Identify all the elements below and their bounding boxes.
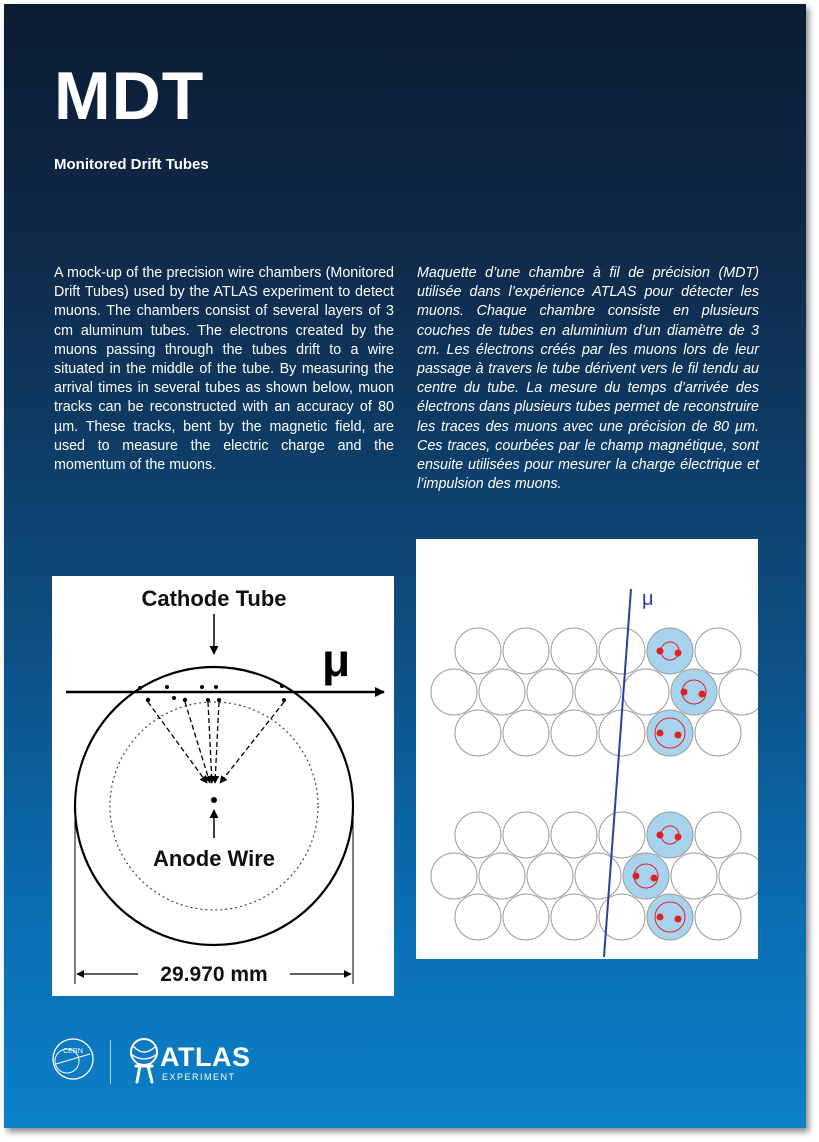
anode-label: Anode Wire [152,846,276,871]
mu-symbol: μ [322,634,351,686]
drift-tube [503,628,549,674]
drift-tube [623,669,669,715]
drift-tube [431,853,477,899]
page-subtitle: Monitored Drift Tubes [54,156,209,173]
drift-tube [431,669,477,715]
hit-dot [675,650,682,657]
drift-tube [551,894,597,940]
description-english [54,264,394,475]
poster [4,4,806,1128]
anode-wire-dot [211,797,217,803]
hit-dot [651,875,658,882]
description-english-text: A mock-up of the precision wire chambers (Monitored Drift Tubes) used by the ATLAS experiment to detect muons. The chambers consist of several layers of 3 cm aluminum tubes. The electrons created by the muons passing through the tubes drift to a wire situated in the middle of the tube. By measuring the arrival times in several tubes as shown below, muon tracks can be reconstructed with an accuracy of 80 µm. These tracks, bent by the magnetic field, are used to measure the electric charge and the momentum of the muons. [54,265,394,474]
drift-tube [575,853,621,899]
hit-dot [681,689,688,696]
hit-dot [699,691,706,698]
logo-divider [110,1040,111,1084]
dimension-label: 29.970 mm [160,963,268,986]
drift-tube [455,894,501,940]
drift-tube [695,894,741,940]
drift-tube [551,710,597,756]
drift-tube [455,628,501,674]
hit-dot [633,873,640,880]
cathode-label: Cathode Tube [141,586,287,611]
drift-tube [527,853,573,899]
hit-dot [657,914,664,921]
drift-tube [575,669,621,715]
hit-dot [657,832,664,839]
page-title: MDT [54,58,205,134]
drift-tube [551,628,597,674]
drift-tube [695,628,741,674]
drift-tube [551,812,597,858]
drift-tube [671,853,717,899]
hit-dot [657,648,664,655]
description-french [417,264,759,494]
hit-dot [675,834,682,841]
tube-grid [431,628,758,940]
drift-tube [527,669,573,715]
drift-tube [695,812,741,858]
drift-tube [599,812,645,858]
logo-bar [50,1032,310,1092]
drift-tube [479,853,525,899]
drift-tube [695,710,741,756]
drift-tube [719,853,758,899]
hit-dot [675,916,682,923]
description-french-text: Maquette d’une chambre à fil de précision (MDT) utilisée dans l’expérience ATLAS pour détecter les muons. Chaque chambre consiste en plusieurs couches de tubes en aluminium d’un diamètre de 3 cm. Les électrons créés par les muons lors de leur passage à travers le tube dérivent vers le fil tendu au centre du tube. La mesure du temps d’arrivée des électrons dans plusieurs tubes permet de reconstruire les traces des muons avec une précision de 80 µm. Ces traces, courbées par le champ magnétique, sont ensuite utilisées pour mesurer la charge électrique et l’impulsion des muons. [417,265,759,493]
drift-tube-svg [52,576,394,996]
hit-tube [623,853,669,899]
hit-dot [657,730,664,737]
hit-dot [675,732,682,739]
drift-tube-diagram [52,576,394,996]
hit-tube [647,628,693,674]
hit-tube [647,894,693,940]
drift-tube [455,812,501,858]
drift-tube [599,628,645,674]
drift-tube [455,710,501,756]
cern-logo-icon [50,1036,96,1082]
cern-logo-text: CERN [63,1048,83,1055]
drift-tube [503,812,549,858]
cathode-tube-circle [75,667,353,945]
drift-tube [479,669,525,715]
drift-tube [503,894,549,940]
mu-track-label: μ [642,588,654,610]
track-reconstruction-diagram [416,539,758,959]
atlas-wordmark: ATLAS [160,1042,251,1072]
hit-tube [647,710,693,756]
track-reconstruction-svg [416,539,758,959]
drift-region-circle [110,702,318,910]
hit-tube [647,812,693,858]
drift-tube [719,669,758,715]
atlas-experiment-text: EXPERIMENT [162,1072,236,1082]
hit-tube [671,669,717,715]
drift-tube [503,710,549,756]
